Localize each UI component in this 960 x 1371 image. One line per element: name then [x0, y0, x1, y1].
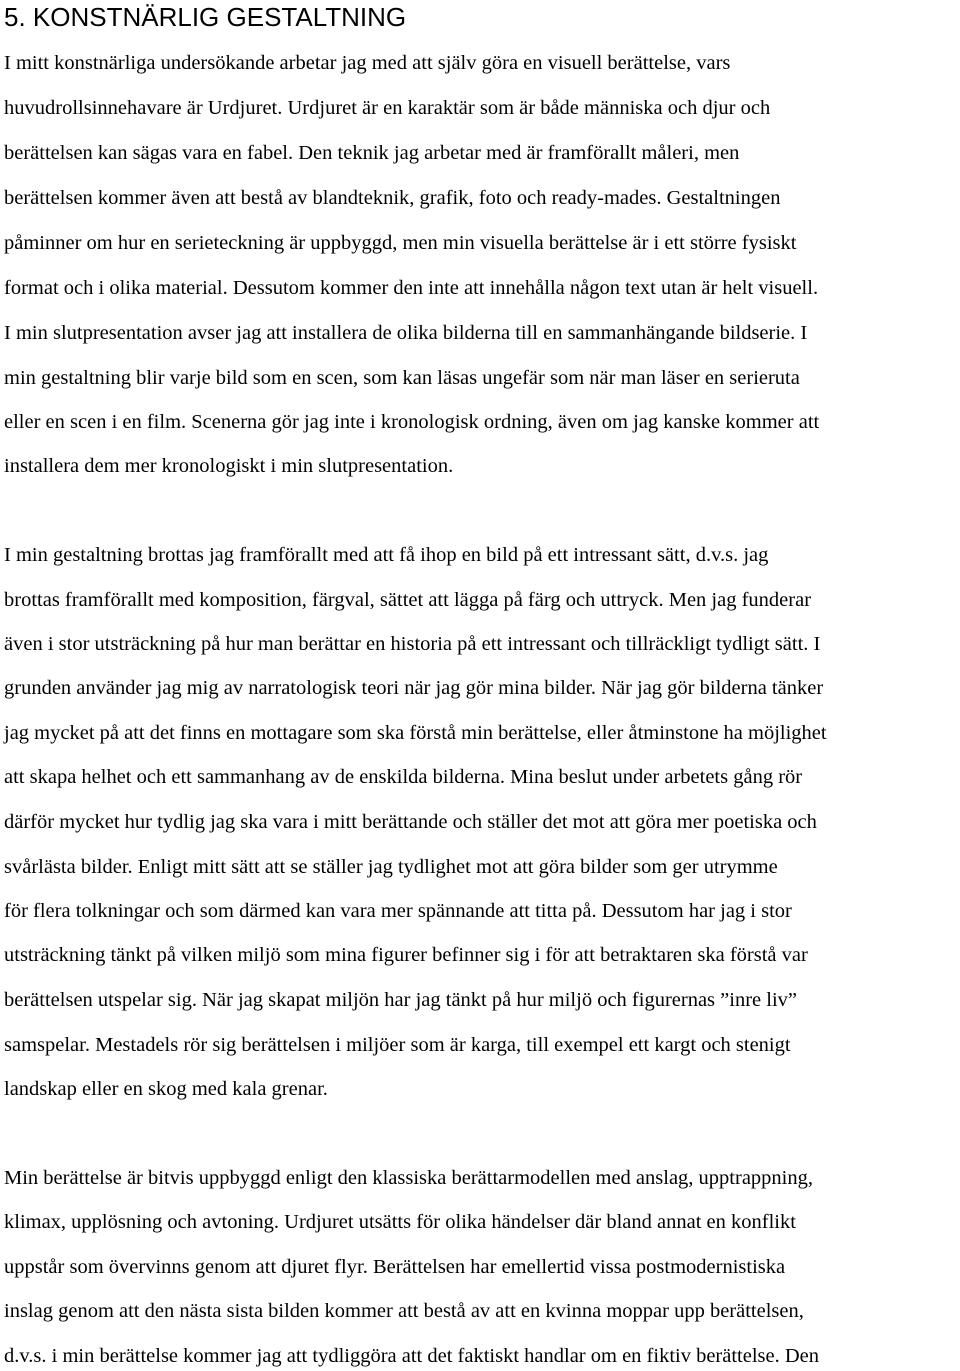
text-line: installera dem mer kronologiskt i min slutpresentation. — [4, 455, 454, 477]
text-line: grunden använder jag mig av narratologisk teori när jag gör mina bilder. När jag gör bilderna tänker — [4, 677, 824, 699]
text-line: berättelsen kommer även att bestå av blandteknik, grafik, foto och ready-mades. Gestaltningen — [4, 187, 781, 209]
text-line: brottas framförallt med komposition, färgval, sättet att lägga på färg och uttryck. Men jag funderar — [4, 589, 812, 611]
text-line: berättelsen kan sägas vara en fabel. Den teknik jag arbetar med är framförallt måleri, men — [4, 142, 740, 164]
text-line: I min gestaltning brottas jag framförallt med att få ihop en bild på ett intressant sätt, d.v.s. jag — [4, 544, 769, 566]
section-heading: 5. KONSTNÄRLIG GESTALTNING — [4, 2, 407, 32]
text-line: för flera tolkningar och som därmed kan vara mer spännande att titta på. Dessutom har jag i stor — [4, 900, 792, 922]
text-line: klimax, upplösning och avtoning. Urdjuret utsätts för olika händelser där bland annat en konflikt — [4, 1211, 796, 1233]
text-line: samspelar. Mestadels rör sig berättelsen i miljöer som är karga, till exempel ett kargt och stenigt — [4, 1034, 791, 1056]
text-line: även i stor utsträckning på hur man berättar en historia på ett intressant och tillräckligt tydligt sätt. I — [4, 633, 821, 655]
text-line: Min berättelse är bitvis uppbyggd enligt den klassiska berättarmodellen med anslag, upptrappning, — [4, 1167, 813, 1189]
text-line: jag mycket på att det finns en mottagare som ska förstå min berättelse, eller åtminstone ha möjlighet — [4, 722, 827, 744]
text-line: att skapa helhet och ett sammanhang av de enskilda bilderna. Mina beslut under arbetets gång rör — [4, 766, 803, 788]
text-line: svårlästa bilder. Enligt mitt sätt att se ställer jag tydlighet mot att göra bilder som ger utrymme — [4, 856, 778, 878]
text-line: I min slutpresentation avser jag att installera de olika bilderna till en sammanhängande bildserie. I — [4, 322, 808, 344]
text-line: berättelsen utspelar sig. När jag skapat miljön har jag tänkt på hur miljö och figurernas ”inre liv” — [4, 989, 797, 1011]
text-line: I mitt konstnärliga undersökande arbetar jag med att själv göra en visuell berättelse, vars — [4, 52, 731, 74]
text-line: inslag genom att den nästa sista bilden kommer att bestå av att en kvinna moppar upp berättelsen, — [4, 1300, 804, 1322]
text-line: huvudrollsinnehavare är Urdjuret. Urdjuret är en karaktär som är både människa och djur och — [4, 97, 771, 119]
text-line: min gestaltning blir varje bild som en scen, som kan läsas ungefär som när man läser en serieruta — [4, 367, 800, 389]
text-line: format och i olika material. Dessutom kommer den inte att innehålla någon text utan är helt visuell. — [4, 277, 819, 299]
text-line: d.v.s. i min berättelse kommer jag att tydliggöra att det faktiskt handlar om en fiktiv berättelse. Den — [4, 1345, 820, 1367]
text-line: uppstår som övervinns genom att djuret flyr. Berättelsen har emellertid vissa postmodernistiska — [4, 1256, 786, 1278]
text-line: därför mycket hur tydlig jag ska vara i mitt berättande och ställer det mot att göra mer poetiska och — [4, 811, 817, 833]
text-line: påminner om hur en serieteckning är uppbyggd, men min visuella berättelse är i ett större fysiskt — [4, 232, 797, 254]
text-line: eller en scen i en film. Scenerna gör jag inte i kronologisk ordning, även om jag kanske kommer att — [4, 411, 820, 433]
text-line: landskap eller en skog med kala grenar. — [4, 1078, 328, 1100]
text-line: utsträckning tänkt på vilken miljö som mina figurer befinner sig i för att betraktaren ska förstå var — [4, 944, 808, 966]
